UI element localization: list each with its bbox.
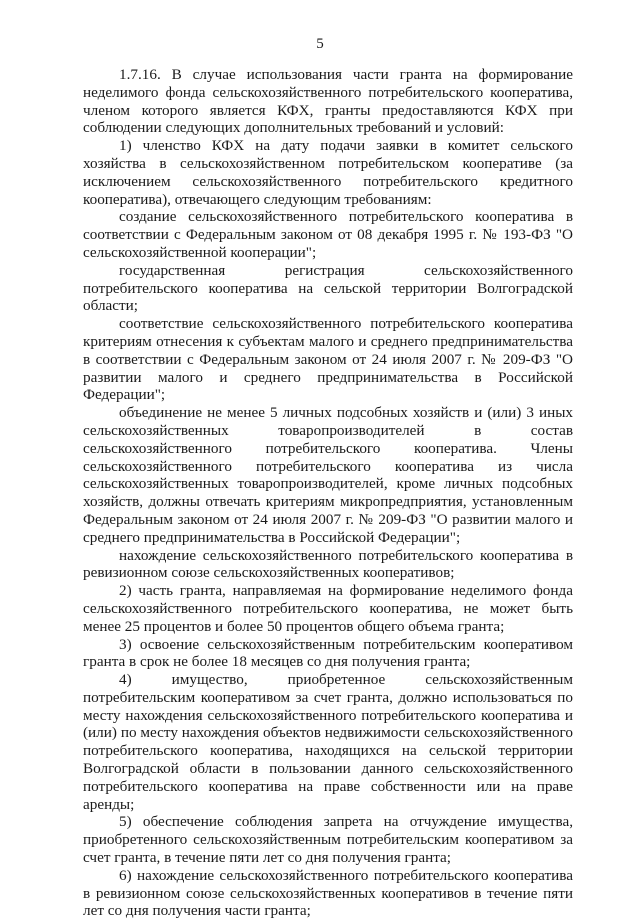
paragraph-requirement-audit-union: нахождение сельскохозяйственного потребительского кооператива в ревизионном союзе сельскохозяйственных кооперативов; [83,546,573,582]
document-body [83,66,573,920]
paragraph-1-7-16: 1.7.16. В случае использования части гранта на формирование неделимого фонда сельскохозяйственного потребительского кооператива, членом которого является КФХ, гранты предоставляются КФХ при соблюдении следующих дополнительных требований и условий: [83,66,573,137]
paragraph-requirement-sme-criteria: соответствие сельскохозяйственного потребительского кооператива критериям отнесения к субъектам малого и среднего предпринимательства в соответствии с Федеральным законом от 24 июля 2007 г. № 209-ФЗ "О развитии малого и среднего предпринимательства в Российской Федерации"; [83,315,573,404]
paragraph-condition-4: 4) имущество, приобретенное сельскохозяйственным потребительским кооперативом за счет гранта, должно использоваться по месту нахождения сельскохозяйственного потребительского кооператива и (или) по месту нахождения объектов недвижимости сельскохозяйственного потребительского кооператива, находящихся на сельской территории Волгоградской области в пользовании данного сельскохозяйственного потребительского кооператива на праве собственности или на праве аренды; [83,671,573,813]
paragraph-requirement-creation: создание сельскохозяйственного потребительского кооператива в соответствии с Федеральным законом от 08 декабря 1995 г. № 193-ФЗ "О сельскохозяйственной кооперации"; [83,208,573,261]
paragraph-condition-6: 6) нахождение сельскохозяйственного потребительского кооператива в ревизионном союзе сельскохозяйственных кооперативов в течение пяти лет со дня получения части гранта; [83,866,573,920]
paragraph-condition-5: 5) обеспечение соблюдения запрета на отчуждение имущества, приобретенного сельскохозяйственным потребительским кооперативом за счет гранта, в течение пяти лет со дня получения гранта; [83,813,573,867]
paragraph-requirement-registration: государственная регистрация сельскохозяйственного потребительского кооператива на сельской территории Волгоградской области; [83,261,573,315]
paragraph-condition-3: 3) освоение сельскохозяйственным потребительским кооперативом гранта в срок не более 18 месяцев со дня получения гранта; [83,635,573,671]
page-number: 5 [316,36,324,52]
paragraph-requirement-membership: объединение не менее 5 личных подсобных хозяйств и (или) 3 иных сельскохозяйственных товаропроизводителей в состав сельскохозяйственного потребительского кооператива. Члены сельскохозяйственного потребительского кооператива из числа сельскохозяйственных товаропроизводителей, кроме личных подсобных хозяйств, должны отвечать критериям микропредприятия, установленным Федеральным законом от 24 июля 2007 г. № 209-ФЗ "О развитии малого и среднего предпринимательства в Российской Федерации"; [83,404,573,546]
paragraph-condition-1: 1) членство КФХ на дату подачи заявки в комитет сельского хозяйства в сельскохозяйственном потребительском кооперативе (за исключением сельскохозяйственного потребительского кредитного кооператива), отвечающего следующим требованиям: [83,137,573,208]
paragraph-condition-2: 2) часть гранта, направляемая на формирование неделимого фонда сельскохозяйственного потребительского кооператива, не может быть менее 25 процентов и более 50 процентов общего объема гранта; [83,582,573,635]
